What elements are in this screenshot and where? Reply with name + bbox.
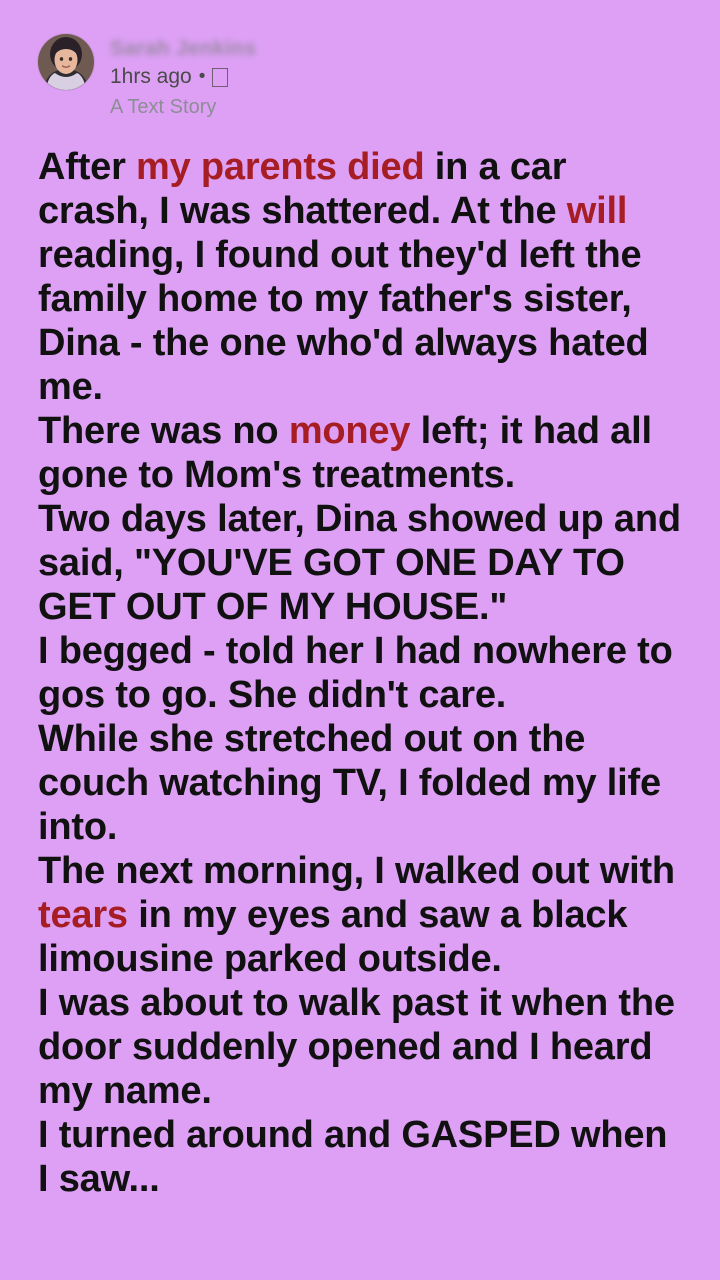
story-text: I was about to walk past it when the door suddenly opened and I heard my name. bbox=[38, 982, 675, 1112]
story-text: After bbox=[38, 146, 137, 188]
story-paragraph bbox=[38, 497, 686, 629]
story-paragraph bbox=[38, 409, 686, 497]
story-text: in a car crash, I was shattered. At the bbox=[38, 146, 567, 232]
story-text: reading, I found out they'd left the family home to my father's sister, Dina - the one who'd always hated me. bbox=[38, 234, 649, 408]
story-paragraph bbox=[38, 849, 686, 981]
story-type-label: A Text Story bbox=[110, 96, 217, 118]
story-text: Two days later, Dina showed up and said, "YOU'VE GOT ONE DAY TO GET OUT OF MY HOUSE." bbox=[38, 498, 681, 628]
avatar[interactable] bbox=[38, 34, 94, 90]
post-meta bbox=[110, 34, 256, 121]
globe-icon bbox=[212, 68, 228, 87]
story-body bbox=[0, 121, 720, 1201]
post-header bbox=[0, 0, 720, 121]
story-paragraph bbox=[38, 1113, 686, 1201]
story-highlight: money bbox=[288, 410, 411, 452]
story-paragraph bbox=[38, 717, 686, 849]
story-highlight: will bbox=[566, 190, 628, 232]
story-highlight: my parents died bbox=[136, 146, 425, 188]
story-paragraph bbox=[38, 145, 686, 409]
story-text: I turned around and GASPED when I saw... bbox=[38, 1114, 668, 1200]
story-paragraph bbox=[38, 629, 686, 717]
timestamp: 1hrs ago bbox=[110, 65, 192, 88]
story-text: There was no bbox=[38, 410, 289, 452]
story-text: I begged - told her I had nowhere to gos to go. She didn't care. bbox=[38, 630, 673, 716]
story-text: left; it had all gone to Mom's treatments. bbox=[38, 410, 652, 496]
story-paragraph bbox=[38, 981, 686, 1113]
story-text: While she stretched out on the couch watching TV, I folded my life into. bbox=[38, 718, 661, 848]
post-subline bbox=[110, 62, 256, 92]
author-name[interactable]: Sarah Jenkins bbox=[110, 37, 257, 60]
story-text: The next morning, I walked out with bbox=[38, 850, 675, 892]
story-text: in my eyes and saw a black limousine parked outside. bbox=[38, 894, 628, 980]
story-highlight: tears bbox=[38, 894, 128, 936]
separator: • bbox=[198, 66, 206, 87]
